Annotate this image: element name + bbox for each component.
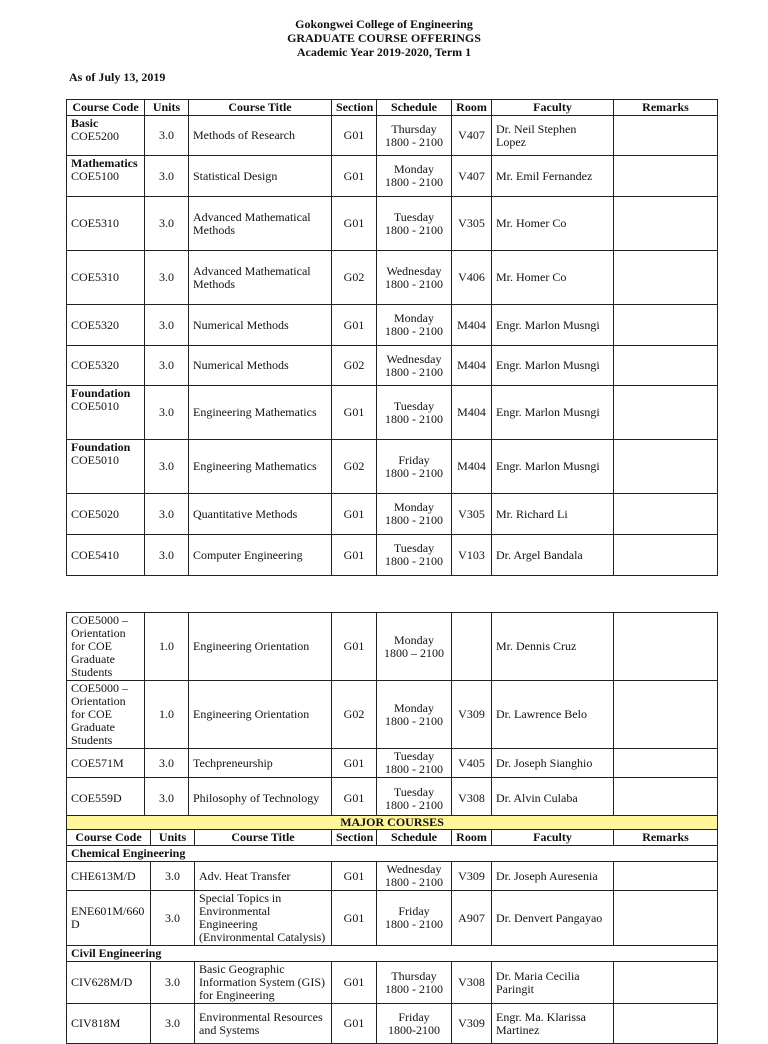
- course-code-cell: [67, 613, 145, 681]
- room-cell: [452, 613, 492, 681]
- course-code: COE5200: [71, 129, 119, 143]
- col-room: Room: [452, 100, 492, 116]
- table-row: [67, 440, 718, 494]
- course-title-cell: Basic Geographic Information System (GIS) for Engineering: [195, 962, 332, 1004]
- group-row: [67, 946, 718, 962]
- schedule-day: Friday: [398, 904, 430, 918]
- room-cell: V103: [452, 535, 492, 576]
- college-name: Gokongwei College of Engineering: [295, 17, 473, 31]
- room-cell: V406: [452, 251, 492, 305]
- course-code: CIV628M/D: [71, 975, 133, 989]
- table-row: [67, 386, 718, 440]
- schedule-cell: [377, 440, 452, 494]
- units-cell: 3.0: [145, 535, 189, 576]
- room-cell: M404: [452, 440, 492, 494]
- course-title-cell: Numerical Methods: [189, 346, 332, 386]
- schedule-time: 1800 - 2100: [385, 324, 443, 338]
- units-cell: 3.0: [145, 305, 189, 346]
- room-cell: V305: [452, 494, 492, 535]
- course-title-cell: Statistical Design: [189, 156, 332, 197]
- table-row: [67, 862, 718, 891]
- col-course-title: Course Title: [195, 830, 332, 846]
- course-title-cell: Techpreneurship: [189, 749, 332, 778]
- schedule-time: 1800 - 2100: [385, 364, 443, 379]
- course-code: COE5320: [71, 358, 119, 372]
- room-cell: V308: [452, 778, 492, 820]
- table-row: [67, 749, 718, 778]
- schedule-cell: [377, 862, 452, 891]
- remarks-cell: [614, 116, 718, 156]
- units-cell: 3.0: [145, 778, 189, 820]
- table-header-row: [67, 830, 718, 846]
- room-cell: V308: [452, 962, 492, 1004]
- col-faculty: Faculty: [492, 830, 614, 846]
- room-cell: V309: [452, 1004, 492, 1044]
- table-header-row: [67, 100, 718, 116]
- remarks-cell: [614, 535, 718, 576]
- course-code: COE5100: [71, 169, 119, 183]
- course-code-cell: [67, 386, 145, 440]
- schedule-cell: [377, 346, 452, 386]
- schedule-day: Tuesday: [393, 784, 435, 799]
- faculty-cell: Dr. Joseph Sianghio: [492, 749, 614, 778]
- course-code: COE5010: [71, 399, 119, 413]
- table-row: [67, 613, 718, 681]
- col-section: Section: [332, 830, 377, 846]
- section-cell: G02: [332, 346, 377, 386]
- section-cell: G01: [332, 494, 377, 535]
- units-cell: 1.0: [145, 681, 189, 749]
- remarks-cell: [614, 681, 718, 749]
- units-cell: 3.0: [145, 494, 189, 535]
- category-label: Mathematics: [71, 156, 138, 170]
- schedule-time: 1800 - 2100: [385, 175, 443, 189]
- section-cell: G01: [332, 197, 377, 251]
- col-faculty: Faculty: [492, 100, 614, 116]
- remarks-cell: [614, 386, 718, 440]
- course-title-cell: Engineering Mathematics: [189, 440, 332, 494]
- course-code-cell: [67, 116, 145, 156]
- course-code-cell: [67, 535, 145, 576]
- faculty-cell: Dr. Denvert Pangayao: [492, 891, 614, 946]
- course-title-cell: Advanced Mathematical Methods: [189, 251, 332, 305]
- faculty-cell: Dr. Neil Stephen Lopez: [492, 116, 614, 156]
- group-name: Chemical Engineering: [67, 846, 718, 862]
- course-code-cell: [67, 305, 145, 346]
- major-courses-banner: [67, 816, 718, 830]
- units-cell: 3.0: [145, 156, 189, 197]
- course-code: COE5010: [71, 453, 119, 467]
- remarks-cell: [614, 862, 718, 891]
- faculty-cell: Mr. Dennis Cruz: [492, 613, 614, 681]
- section-cell: G01: [332, 156, 377, 197]
- document-title: GRADUATE COURSE OFFERINGS: [287, 31, 481, 45]
- course-title-cell: Numerical Methods: [189, 305, 332, 346]
- table-row: [67, 197, 718, 251]
- faculty-cell: Engr. Marlon Musngi: [492, 346, 614, 386]
- col-course-title: Course Title: [189, 100, 332, 116]
- col-section: Section: [332, 100, 377, 116]
- course-code-cell: [67, 962, 151, 1004]
- schedule-day: Thursday: [391, 121, 437, 136]
- table-row: [67, 494, 718, 535]
- course-code: COE571M: [71, 755, 124, 770]
- units-cell: 3.0: [145, 440, 189, 494]
- as-of-date: As of July 13, 2019: [69, 70, 166, 84]
- units-cell: 1.0: [145, 613, 189, 681]
- room-cell: M404: [452, 305, 492, 346]
- schedule-cell: [377, 116, 452, 156]
- group-name: Civil Engineering: [67, 946, 718, 962]
- course-code-cell: [67, 891, 151, 946]
- units-cell: 3.0: [151, 862, 195, 891]
- schedule-day: Tuesday: [393, 541, 435, 555]
- room-cell: V305: [452, 197, 492, 251]
- col-schedule: Schedule: [377, 100, 452, 116]
- course-code: COE5320: [71, 317, 119, 332]
- group-row: [67, 846, 718, 862]
- course-code: COE559D: [71, 791, 122, 805]
- schedule-cell: [377, 778, 452, 820]
- faculty-cell: Dr. Alvin Culaba: [492, 778, 614, 820]
- units-cell: 3.0: [145, 386, 189, 440]
- col-units: Units: [145, 100, 189, 116]
- table-row: [67, 962, 718, 1004]
- course-code: COE5000 – Orientation for COE Graduate Students: [71, 681, 128, 747]
- schedule-cell: [377, 197, 452, 251]
- course-title-cell: Adv. Heat Transfer: [195, 862, 332, 891]
- col-course-code: Course Code: [67, 100, 145, 116]
- units-cell: 3.0: [145, 116, 189, 156]
- table-row: [67, 251, 718, 305]
- schedule-time: 1800 - 2100: [385, 222, 443, 237]
- faculty-cell: Engr. Marlon Musngi: [492, 440, 614, 494]
- course-code: COE5310: [71, 216, 119, 230]
- course-title-cell: Engineering Mathematics: [189, 386, 332, 440]
- room-cell: V309: [452, 862, 492, 891]
- table-row: [67, 346, 718, 386]
- faculty-cell: Dr. Lawrence Belo: [492, 681, 614, 749]
- remarks-cell: [614, 962, 718, 1004]
- schedule-cell: [377, 535, 452, 576]
- remarks-cell: [614, 613, 718, 681]
- course-code-cell: [67, 862, 151, 891]
- schedule-day: Tuesday: [393, 749, 435, 763]
- course-code-cell: [67, 440, 145, 494]
- course-code-cell: [67, 156, 145, 197]
- faculty-cell: Dr. Argel Bandala: [492, 535, 614, 576]
- major-courses-table: [66, 815, 718, 1044]
- schedule-cell: [377, 386, 452, 440]
- schedule-day: Thursday: [391, 968, 437, 983]
- remarks-cell: [614, 494, 718, 535]
- table-row: [67, 305, 718, 346]
- faculty-cell: Mr. Homer Co: [492, 251, 614, 305]
- faculty-cell: Engr. Ma. Klarissa Martinez: [492, 1004, 614, 1044]
- col-course-code: Course Code: [67, 830, 151, 846]
- schedule-cell: [377, 156, 452, 197]
- course-code-cell: [67, 251, 145, 305]
- units-cell: 3.0: [151, 891, 195, 946]
- schedule-cell: [377, 891, 452, 946]
- schedule-day: Wednesday: [386, 862, 442, 876]
- schedule-time: 1800 - 2100: [385, 411, 443, 426]
- course-title-cell: Environmental Resources and Systems: [195, 1004, 332, 1044]
- table-row: [67, 891, 718, 946]
- banner-text: MAJOR COURSES: [67, 816, 718, 830]
- category-label: Foundation: [71, 386, 131, 400]
- course-title-cell: Special Topics in Environmental Engineering (Environmental Catalysis): [195, 891, 332, 946]
- section-cell: G01: [332, 862, 377, 891]
- section-cell: G01: [332, 891, 377, 946]
- course-title-cell: Philosophy of Technology: [189, 778, 332, 820]
- col-schedule: Schedule: [377, 830, 452, 846]
- remarks-cell: [614, 891, 718, 946]
- course-code-cell: [67, 681, 145, 749]
- schedule-cell: [377, 251, 452, 305]
- schedule-time: 1800 - 2100: [385, 917, 443, 931]
- course-code-cell: [67, 778, 145, 820]
- schedule-cell: [377, 749, 452, 778]
- course-code: COE5000 – Orientation for COE Graduate Students: [71, 613, 128, 679]
- remarks-cell: [614, 251, 718, 305]
- col-room: Room: [452, 830, 492, 846]
- units-cell: 3.0: [145, 346, 189, 386]
- course-code: ENE601M/660 D: [71, 904, 145, 931]
- table-row: [67, 535, 718, 576]
- course-title-cell: Engineering Orientation: [189, 681, 332, 749]
- schedule-cell: [377, 613, 452, 681]
- schedule-day: Friday: [398, 1009, 430, 1024]
- course-title-cell: Computer Engineering: [189, 535, 332, 576]
- schedule-cell: [377, 494, 452, 535]
- room-cell: M404: [452, 346, 492, 386]
- faculty-cell: Mr. Richard Li: [492, 494, 614, 535]
- schedule-day: Friday: [398, 452, 430, 467]
- units-cell: 3.0: [151, 962, 195, 1004]
- table-row: [67, 778, 718, 820]
- section-cell: G01: [332, 535, 377, 576]
- schedule-time: 1800 - 2100: [385, 762, 443, 776]
- schedule-time: 1800 - 2100: [385, 276, 443, 291]
- table-row: [67, 681, 718, 749]
- col-units: Units: [151, 830, 195, 846]
- faculty-cell: Mr. Emil Fernandez: [492, 156, 614, 197]
- section-cell: G01: [332, 1004, 377, 1044]
- remarks-cell: [614, 778, 718, 820]
- schedule-day: Monday: [394, 162, 434, 176]
- room-cell: V309: [452, 681, 492, 749]
- course-code-cell: [67, 749, 145, 778]
- faculty-cell: Dr. Joseph Auresenia: [492, 862, 614, 891]
- orientation-courses-table: [66, 612, 718, 820]
- faculty-cell: Mr. Homer Co: [492, 197, 614, 251]
- schedule-time: 1800 - 2100: [385, 981, 443, 996]
- course-code: COE5410: [71, 547, 119, 562]
- schedule-time: 1800-2100: [388, 1022, 440, 1037]
- schedule-day: Tuesday: [393, 398, 435, 413]
- col-remarks: Remarks: [614, 100, 718, 116]
- room-cell: A907: [452, 891, 492, 946]
- units-cell: 3.0: [151, 1004, 195, 1044]
- term-label: Academic Year 2019-2020, Term 1: [296, 45, 472, 59]
- section-cell: G01: [332, 116, 377, 156]
- schedule-day: Monday: [394, 311, 434, 325]
- faculty-cell: Engr. Marlon Musngi: [492, 386, 614, 440]
- course-code-cell: [67, 494, 145, 535]
- schedule-day: Wednesday: [386, 351, 442, 366]
- schedule-day: Wednesday: [386, 263, 442, 278]
- schedule-cell: [377, 305, 452, 346]
- section-cell: G02: [332, 440, 377, 494]
- remarks-cell: [614, 346, 718, 386]
- section-cell: G01: [332, 778, 377, 820]
- schedule-time: 1800 – 2100: [384, 645, 444, 660]
- course-title-cell: Methods of Research: [189, 116, 332, 156]
- units-cell: 3.0: [145, 251, 189, 305]
- schedule-time: 1800 - 2100: [385, 134, 443, 149]
- course-code: CHE613M/D: [71, 868, 136, 883]
- category-label: Basic: [71, 116, 99, 130]
- course-title-cell: Quantitative Methods: [189, 494, 332, 535]
- schedule-day: Tuesday: [393, 209, 435, 224]
- course-code: COE5310: [71, 270, 119, 284]
- section-cell: G01: [332, 305, 377, 346]
- table-row: [67, 156, 718, 197]
- table-row: [67, 116, 718, 156]
- remarks-cell: [614, 305, 718, 346]
- basic-courses-table: [66, 99, 718, 576]
- units-cell: 3.0: [145, 197, 189, 251]
- room-cell: V407: [452, 156, 492, 197]
- course-code-cell: [67, 197, 145, 251]
- schedule-day: Monday: [394, 500, 434, 514]
- section-cell: G02: [332, 681, 377, 749]
- faculty-cell: Dr. Maria Cecilia Paringit: [492, 962, 614, 1004]
- section-cell: G01: [332, 962, 377, 1004]
- course-code: COE5020: [71, 506, 119, 521]
- schedule-day: Monday: [394, 632, 434, 647]
- schedule-time: 1800 - 2100: [385, 875, 443, 889]
- section-cell: G01: [332, 386, 377, 440]
- schedule-cell: [377, 681, 452, 749]
- room-cell: M404: [452, 386, 492, 440]
- section-cell: G02: [332, 251, 377, 305]
- schedule-cell: [377, 962, 452, 1004]
- section-cell: G01: [332, 613, 377, 681]
- course-title-cell: Advanced Mathematical Methods: [189, 197, 332, 251]
- remarks-cell: [614, 440, 718, 494]
- section-cell: G01: [332, 749, 377, 778]
- category-label: Foundation: [71, 440, 131, 454]
- remarks-cell: [614, 156, 718, 197]
- faculty-cell: Engr. Marlon Musngi: [492, 305, 614, 346]
- col-remarks: Remarks: [614, 830, 718, 846]
- room-cell: V407: [452, 116, 492, 156]
- remarks-cell: [614, 197, 718, 251]
- units-cell: 3.0: [145, 749, 189, 778]
- course-code-cell: [67, 346, 145, 386]
- remarks-cell: [614, 749, 718, 778]
- course-title-cell: Engineering Orientation: [189, 613, 332, 681]
- schedule-time: 1800 - 2100: [385, 713, 443, 728]
- schedule-time: 1800 - 2100: [385, 513, 443, 527]
- course-code: CIV818M: [71, 1016, 121, 1030]
- schedule-day: Monday: [394, 700, 434, 715]
- schedule-time: 1800 - 2100: [385, 797, 443, 812]
- schedule-time: 1800 - 2100: [385, 465, 443, 480]
- room-cell: V405: [452, 749, 492, 778]
- schedule-time: 1800 - 2100: [385, 554, 443, 568]
